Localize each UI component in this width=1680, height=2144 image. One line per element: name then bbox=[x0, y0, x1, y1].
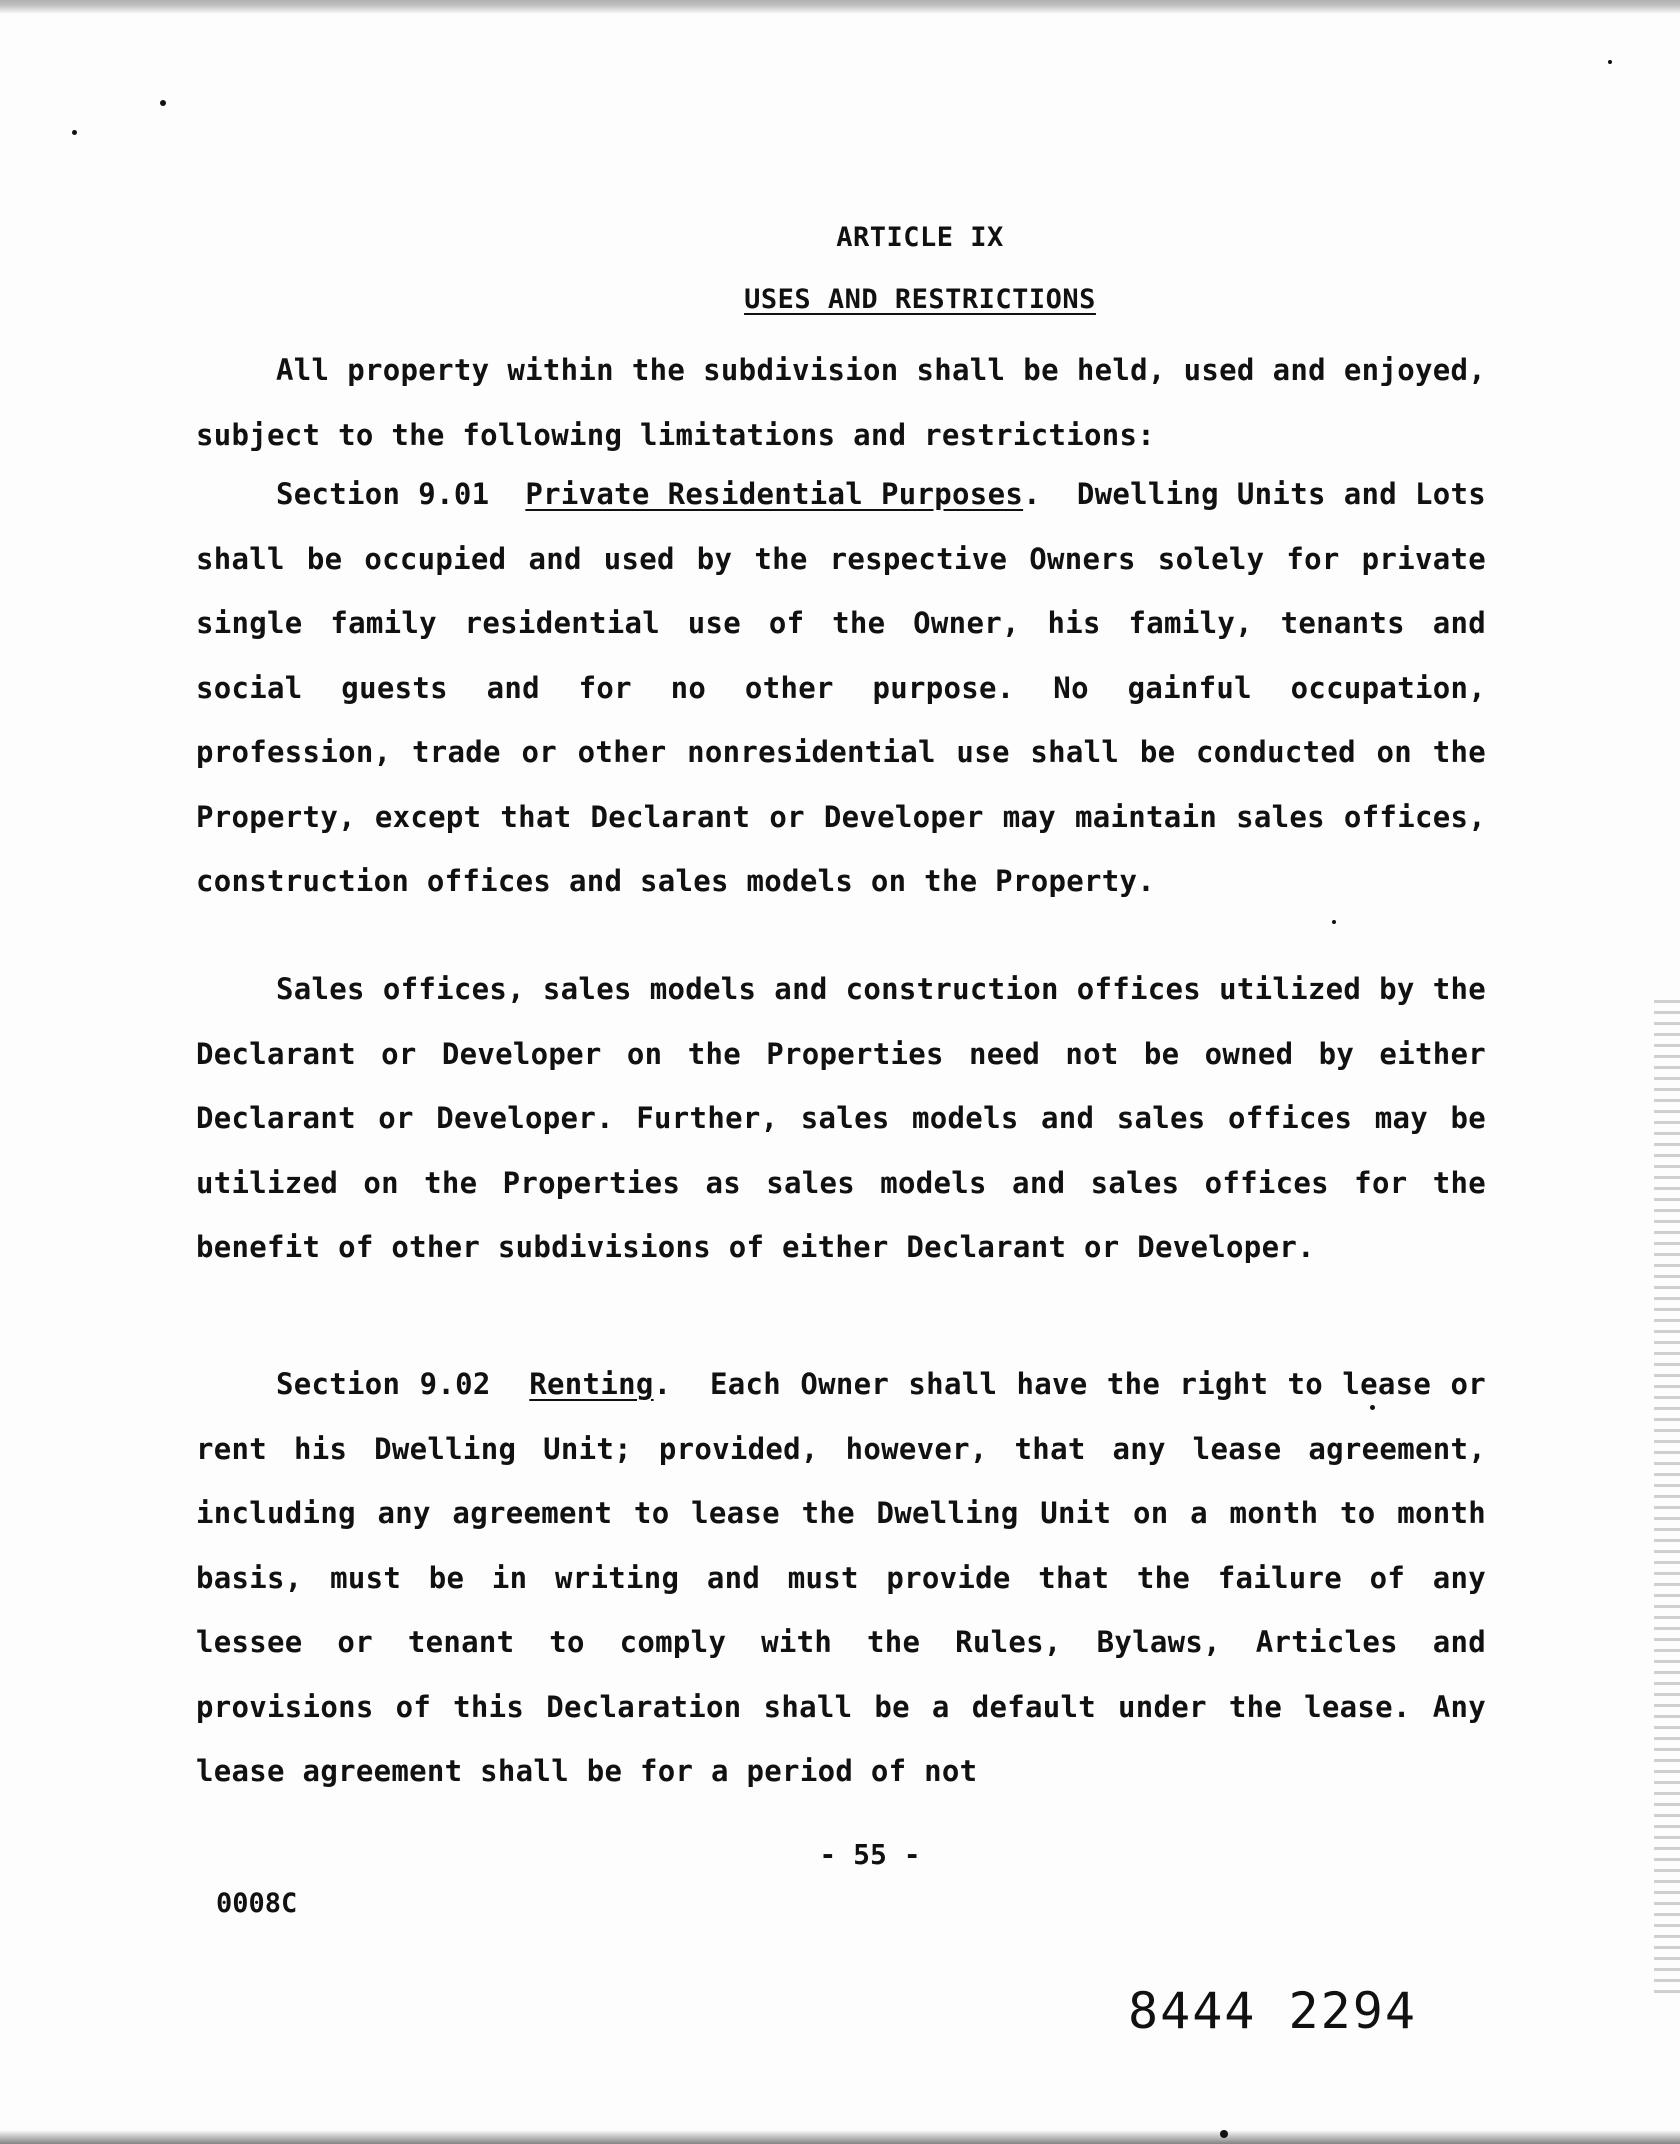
scan-speck bbox=[160, 100, 166, 106]
section-9-02-title: Renting bbox=[529, 1367, 654, 1401]
scan-speck bbox=[1220, 2130, 1228, 2138]
scan-speck bbox=[1608, 60, 1612, 64]
section-9-01: Section 9.01 Private Residential Purposes. Dwelling Units and Lots shall be occupied and used by the respective Owners solely for private single family residential use of the Owner, his family, tenants and social guests and for no other purpose. No gainful occupation, profession, trade or other nonresidential use shall be conducted on the Property, except that Declarant or Developer may maintain sales offices, construction offices and sales models on the Property. bbox=[196, 477, 1487, 898]
sales-offices-paragraph bbox=[196, 957, 1486, 1280]
section-9-02: Section 9.02 Renting. Each Owner shall have the right to lease or rent his Dwelling Unit; provided, however, that any lease agreement, including any agreement to lease the Dwelling Unit on a month to month basis, must be in writing and must provide that the failure of any lessee or tenant to comply with the Rules, Bylaws, Articles and provisions of this Declaration shall be a default under the lease. Any lease agreement shall be for a period of not bbox=[196, 1367, 1486, 1788]
intro-paragraph bbox=[196, 338, 1486, 467]
scan-edge-top bbox=[0, 0, 1680, 14]
scan-edge-bottom bbox=[0, 2130, 1680, 2144]
section-heading-text: USES AND RESTRICTIONS bbox=[744, 284, 1096, 315]
intro-text: All property within the subdivision shall be held, used and enjoyed, subject to the following limitations and restrictions: bbox=[196, 353, 1486, 452]
scan-speck bbox=[1332, 920, 1336, 924]
page-number: - 55 - bbox=[819, 1838, 921, 1871]
section-9-02-label: Section 9.02 bbox=[276, 1367, 491, 1401]
article-title: ARTICLE IX bbox=[836, 222, 1004, 253]
section-9-01-paragraph bbox=[196, 462, 1486, 914]
section-9-01-text: Dwelling Units and Lots shall be occupied and used by the respective Owners solely for private single family residential use of the Owner, his family, tenants and social guests and for no other purpose. No gainful occupation, profession, trade or other nonresidential use shall be conducted on the Property, except that Declarant or Developer may maintain sales offices, construction offices and sales models on the Property. bbox=[196, 477, 1487, 898]
scan-speck bbox=[72, 130, 77, 135]
document-code: 0008C bbox=[216, 1888, 298, 1919]
sales-offices-text: Sales offices, sales models and construction offices utilized by the Declarant or Developer on the Properties need not be owned by either Declarant or Developer. Further, sales models and sales offices may be utilized on the Properties as sales models and sales offices for the benefit of other subdivisions of either Declarant or Developer. bbox=[196, 972, 1486, 1264]
bates-stamp-number: 8444 2294 bbox=[1128, 1982, 1417, 2040]
section-9-01-title: Private Residential Purposes bbox=[525, 477, 1024, 511]
section-9-02-text: Each Owner shall have the right to lease or rent his Dwelling Unit; provided, however, that any lease agreement, including any agreement to lease the Dwelling Unit on a month to month basis, must be in writing and must provide that the failure of any lessee or tenant to comply with the Rules, Bylaws, Articles and provisions of this Declaration shall be a default under the lease. Any lease agreement shall be for a period of not bbox=[196, 1367, 1486, 1788]
section-9-01-label: Section 9.01 bbox=[276, 477, 490, 511]
section-9-02-paragraph bbox=[196, 1352, 1486, 1804]
section-heading bbox=[0, 284, 1680, 315]
